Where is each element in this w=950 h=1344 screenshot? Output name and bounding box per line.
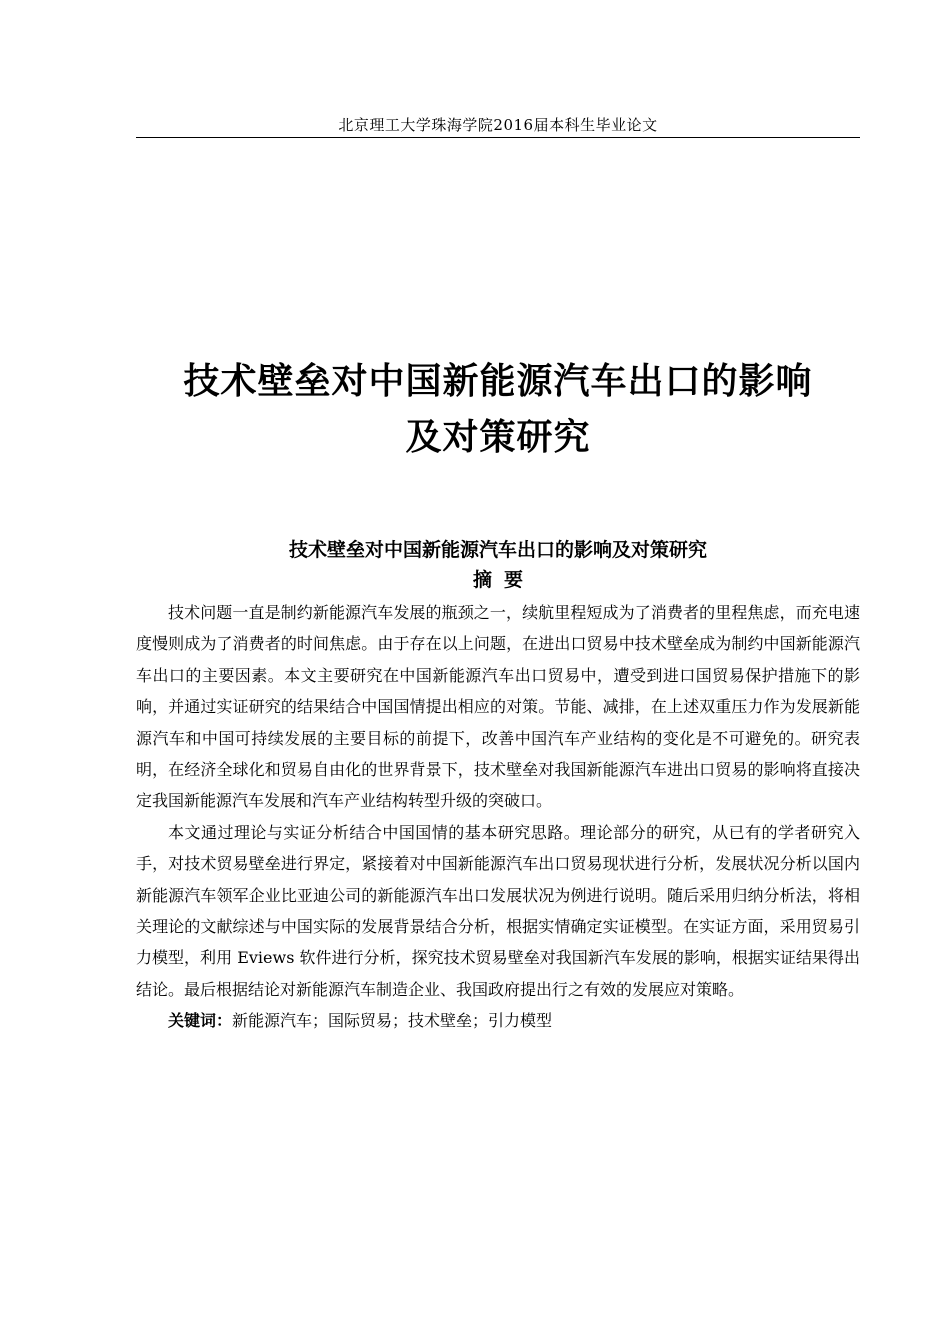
abstract-paragraph-2: 本文通过理论与实证分析结合中国国情的基本研究思路。理论部分的研究，从已有的学者研究入手，对技术贸易壁垒进行界定，紧接着对中国新能源汽车出口贸易现状进行分析，发展状况分析以国内新能源汽车领军企业比亚迪公司的新能源汽车出口发展状况为例进行说明。随后采用归纳分析法，将相关理论的文献综述与中国实际的发展背景结合分析，根据实情确定实证模型。在实证方面，采用贸易引力模型，利用 Eviews 软件进行分析，探究技术贸易壁垒对我国新汽车发展的影响，根据实证结果得出结论。最后根据结论对新能源汽车制造企业、我国政府提出行之有效的发展应对策略。 xyxy=(136,822,860,999)
keywords-list: 新能源汽车；国际贸易；技术壁垒；引力模型 xyxy=(232,1011,553,1031)
abstract-title: 技术壁垒对中国新能源汽车出口的影响及对策研究 xyxy=(288,539,707,561)
running-header: 北京理工大学珠海学院2016届本科生毕业论文 xyxy=(338,116,658,134)
abstract-paragraph-1: 技术问题一直是制约新能源汽车发展的瓶颈之一，续航里程短成为了消费者的里程焦虑，而充电速度慢则成为了消费者的时间焦虑。由于存在以上问题，在进出口贸易中技术壁垒成为制约中国新能源汽车出口的主要因素。本文主要研究在中国新能源汽车出口贸易中，遭受到进口国贸易保护措施下的影响，并通过实证研究的结果结合中国国情提出相应的对策。节能、减排，在上述双重压力作为发展新能源汽车和中国可持续发展的主要目标的前提下，改善中国汽车产业结构的变化是不可避免的。研究表明，在经济全球化和贸易自由化的世界背景下，技术壁垒对我国新能源汽车进出口贸易的影响将直接决定我国新能源汽车发展和汽车产业结构转型升级的突破口。 xyxy=(136,603,860,811)
thesis-title xyxy=(110,354,886,466)
abstract-heading: 摘要 xyxy=(472,569,535,591)
abstract-body xyxy=(136,597,860,1037)
thesis-title-line-2: 及对策研究 xyxy=(405,417,591,458)
keywords-line xyxy=(136,1005,860,1036)
keywords-label: 关键词： xyxy=(168,1011,233,1031)
thesis-title-line-1: 技术壁垒对中国新能源汽车出口的影响 xyxy=(183,361,813,402)
header-rule xyxy=(136,137,860,138)
